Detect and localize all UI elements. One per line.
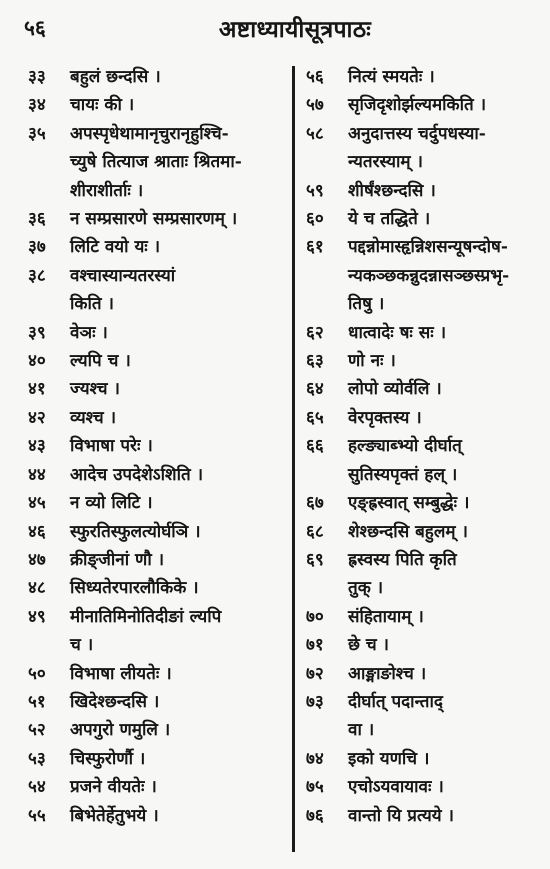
- sutra-line: न्यकञ्छकन्नुदन्नासञ्छस्प्रभृ-: [348, 265, 510, 286]
- sutra-number: ५३: [28, 748, 46, 769]
- sutra-number: ५७: [306, 95, 324, 116]
- sutra-entry: [28, 404, 290, 432]
- sutra-number: ५२: [28, 720, 46, 741]
- sutra-text: [70, 773, 157, 801]
- sutra-text: [348, 773, 444, 801]
- sutra-entry: [28, 518, 290, 546]
- sutra-line: बिभेतेर्हेतुभये ।: [70, 805, 159, 826]
- sutra-line: ल्यपि च ।: [70, 351, 131, 372]
- sutra-entry: [306, 773, 544, 801]
- sutra-line: लिटि वयो यः ।: [70, 237, 161, 258]
- sutra-line: आङ्माङोश्च ।: [348, 663, 427, 684]
- sutra-number: ७४: [306, 748, 324, 769]
- sutra-line: ये च तद्धिते ।: [348, 209, 431, 230]
- sutra-number: ३९: [28, 322, 46, 343]
- sutra-entry: [306, 177, 544, 205]
- sutra-number: ७३: [306, 691, 324, 712]
- sutra-text: [348, 802, 454, 830]
- sutra-line: किति ।: [70, 294, 114, 315]
- sutra-line: सृजिदृशोर्झल्यमकिति ।: [348, 95, 487, 116]
- sutra-entry: [28, 63, 290, 91]
- sutra-line: नित्यं स्मयतेः ।: [348, 67, 435, 87]
- sutra-number: ३७: [28, 237, 46, 258]
- sutra-text: [70, 375, 120, 403]
- sutra-number: ६८: [306, 521, 324, 542]
- sutra-line: सिध्यतेरपारलौकिके ।: [70, 578, 199, 599]
- sutra-text: [348, 546, 457, 603]
- sutra-number: ६१: [306, 237, 324, 258]
- page-title: अष्टाध्यायीसूत्रपाठः: [218, 16, 372, 43]
- sutra-number: ४५: [28, 493, 46, 514]
- sutra-line: एचोऽयवायावः ।: [348, 777, 444, 798]
- sutra-entry: [28, 375, 290, 403]
- sutra-text: [348, 347, 396, 375]
- sutra-line: स्फुरतिस्फुलत्योर्घञि ।: [70, 521, 201, 542]
- sutra-line: ज्यश्च ।: [70, 379, 120, 400]
- sutra-line: शेश्छन्दसि बहुलम् ।: [348, 521, 468, 542]
- sutra-number: ४९: [28, 606, 46, 627]
- sutra-number: ४६: [28, 521, 46, 542]
- sutra-number: ४८: [28, 578, 46, 599]
- sutra-text: [348, 432, 462, 489]
- sutra-number: ७२: [306, 663, 324, 684]
- sutra-text: [348, 518, 468, 546]
- sutra-entry: [28, 546, 290, 574]
- sutra-line: विभाषा लीयतेः ।: [70, 663, 172, 684]
- sutra-text: [70, 603, 221, 660]
- sutra-line: धात्वादेः षः सः ।: [348, 322, 447, 343]
- sutra-text: [348, 603, 424, 631]
- sutra-number: ५०: [28, 663, 46, 684]
- sutra-entry: [306, 347, 544, 375]
- sutra-entry: [306, 91, 544, 119]
- sutra-text: [348, 91, 486, 119]
- sutra-line: अनुदात्तस्य चर्दुपधस्या-: [348, 123, 486, 144]
- sutra-line: णो नः ।: [348, 351, 396, 372]
- sutra-line: न व्यो लिटि ।: [70, 493, 153, 514]
- sutra-text: [70, 518, 201, 546]
- sutra-number: ६४: [306, 379, 324, 400]
- sutra-line: इको यणचि ।: [348, 748, 430, 769]
- sutra-number: ६६: [306, 436, 324, 457]
- sutra-text: [348, 404, 422, 432]
- sutra-text: [348, 489, 469, 517]
- sutra-entry: [306, 120, 544, 177]
- sutra-number: ६३: [306, 351, 324, 372]
- sutra-line: अपगुरो णमुलि ।: [70, 720, 171, 741]
- sutra-entry: [306, 404, 544, 432]
- sutra-entry: [306, 63, 544, 91]
- sutra-number: ३४: [28, 95, 46, 116]
- sutra-text: [70, 489, 153, 517]
- sutra-text: [348, 120, 486, 177]
- sutra-entry: [28, 574, 290, 602]
- sutra-entry: [306, 631, 544, 659]
- sutra-entry: [306, 688, 544, 745]
- sutra-entry: [306, 660, 544, 688]
- sutra-line: शीराशीर्ताः ।: [70, 180, 144, 201]
- sutra-number: ४३: [28, 436, 46, 457]
- sutra-entry: [306, 489, 544, 517]
- sutra-text: [70, 546, 164, 574]
- sutra-entry: [28, 319, 290, 347]
- sutra-entry: [306, 603, 544, 631]
- sutra-text: [70, 63, 161, 91]
- sutra-entry: [28, 802, 290, 830]
- sutra-line: दीर्घात् पदान्ताद्: [348, 691, 443, 712]
- sutra-entry: [28, 432, 290, 460]
- sutra-number: ५६: [306, 67, 324, 87]
- sutra-entry: [306, 375, 544, 403]
- sutra-number: ६२: [306, 322, 324, 343]
- sutra-line: प्रजने वीयतेः ।: [70, 777, 157, 798]
- sutra-entry: [28, 91, 290, 119]
- sutra-line: वान्तो यि प्रत्यये ।: [348, 805, 454, 826]
- sutra-line: वश्चास्यान्यतरस्यां: [70, 265, 176, 286]
- sutra-entry: [28, 660, 290, 688]
- sutra-number: ५१: [28, 691, 46, 712]
- sutra-entry: [28, 603, 290, 660]
- sutra-entry: [28, 347, 290, 375]
- sutra-text: [348, 375, 442, 403]
- sutra-number: ४२: [28, 407, 46, 428]
- sutra-text: [70, 205, 237, 233]
- sutra-entry: [28, 205, 290, 233]
- sutra-number: ६९: [306, 549, 324, 570]
- sutra-line: लोपो व्योर्वलि ।: [348, 379, 442, 400]
- sutra-text: [70, 688, 159, 716]
- sutra-line: च्युषे तित्याज श्राताः श्रितमा-: [70, 152, 242, 173]
- sutra-entry: [306, 546, 544, 603]
- sutra-line: व्यश्च ।: [70, 407, 117, 428]
- sutra-number: ५८: [306, 123, 324, 144]
- sutra-line: एङ्ह्रस्वात् सम्बुद्धेः ।: [348, 493, 470, 514]
- sutra-text: [70, 574, 199, 602]
- sutra-number: ५९: [306, 180, 324, 201]
- sutra-text: [70, 233, 160, 261]
- sutra-line: ह्रस्वस्य पिति कृति: [348, 549, 457, 570]
- sutra-number: ६५: [306, 407, 324, 428]
- sutra-line: अपस्पृधेथामानृचुरानृहुश्चि-: [70, 123, 229, 144]
- sutra-number: ३८: [28, 265, 46, 286]
- sutra-line: हल्ङ्याब्भ्यो दीर्घात्: [348, 436, 462, 457]
- sutra-line: क्रीङ्जीनां णौ ।: [70, 549, 165, 570]
- sutra-line: आदेच उपदेशेऽशिति ।: [70, 464, 204, 485]
- sutra-number: ७६: [306, 805, 324, 826]
- sutra-number: ३३: [28, 67, 46, 87]
- sutra-text: [348, 319, 446, 347]
- sutra-line: पद्दन्नोमास्हृन्निशसन्यूषन्दोष-: [348, 237, 508, 258]
- sutra-line: तुक् ।: [348, 578, 384, 599]
- sutra-entry: [306, 432, 544, 489]
- sutra-text: [348, 205, 430, 233]
- sutra-entry: [28, 745, 290, 773]
- sutra-line: चायः की ।: [70, 95, 135, 116]
- sutra-text: [348, 660, 426, 688]
- sutra-text: [348, 63, 435, 91]
- sutra-text: [348, 631, 389, 659]
- sutra-text: [348, 688, 443, 745]
- sutra-line: संहितायाम् ।: [348, 606, 424, 627]
- sutra-number: ४७: [28, 549, 46, 570]
- sutra-text: [70, 347, 131, 375]
- sutra-text: [70, 404, 116, 432]
- sutra-text: [348, 233, 509, 318]
- sutra-line: तिषु ।: [348, 294, 385, 315]
- sutra-line: खिदेश्छन्दसि ।: [70, 691, 160, 712]
- sutra-line: वा ।: [348, 720, 375, 741]
- sutra-entry: [306, 518, 544, 546]
- sutra-line: मीनातिमिनोतिदीङां ल्यपि: [70, 606, 222, 627]
- sutra-text: [70, 802, 159, 830]
- sutra-entry: [306, 205, 544, 233]
- sutra-text: [70, 432, 153, 460]
- sutra-number: ७०: [306, 606, 324, 627]
- sutra-number: ७५: [306, 777, 324, 798]
- page-number: ५६: [24, 15, 46, 40]
- sutra-entry: [28, 233, 290, 261]
- sutra-number: ६७: [306, 493, 324, 514]
- sutra-entry: [306, 802, 544, 830]
- sutra-column-right: [306, 63, 544, 830]
- sutra-text: [70, 91, 134, 119]
- sutra-entry: [28, 773, 290, 801]
- sutra-number: ६०: [306, 209, 324, 230]
- sutra-entry: [28, 688, 290, 716]
- sutra-entry: [28, 716, 290, 744]
- sutra-line: वेरपृक्तस्य ।: [348, 407, 422, 428]
- sutra-text: [348, 745, 429, 773]
- column-divider: [292, 66, 295, 852]
- sutra-number: ३६: [28, 209, 46, 230]
- sutra-line: च ।: [70, 635, 94, 656]
- sutra-number: ५५: [28, 805, 46, 826]
- sutra-number: ३५: [28, 123, 46, 144]
- sutra-line: छे च ।: [348, 635, 389, 656]
- sutra-line: शीर्षंश्छन्दसि ।: [348, 180, 436, 201]
- sutra-line: विभाषा परेः ।: [70, 436, 153, 457]
- sutra-number: ५४: [28, 777, 46, 798]
- sutra-text: [70, 716, 170, 744]
- sutra-line: सुतिस्यपृक्तं हल् ।: [348, 464, 458, 485]
- sutra-text: [70, 120, 242, 205]
- sutra-text: [70, 745, 145, 773]
- sutra-entry: [28, 120, 290, 205]
- sutra-entry: [28, 262, 290, 319]
- sutra-line: चिस्फुरोर्णौ ।: [70, 748, 146, 769]
- sutra-text: [70, 262, 175, 319]
- sutra-entry: [306, 233, 544, 318]
- sutra-line: वेञः ।: [70, 322, 108, 343]
- sutra-line: न्यतरस्याम् ।: [348, 152, 423, 173]
- sutra-column-left: [28, 63, 290, 830]
- sutra-entry: [306, 745, 544, 773]
- sutra-text: [70, 461, 203, 489]
- sutra-line: बहुलं छन्दसि ।: [70, 67, 161, 87]
- sutra-number: ७१: [306, 635, 324, 656]
- sutra-line: न सम्प्रसारणे सम्प्रसारणम् ।: [70, 209, 238, 230]
- sutra-text: [348, 177, 436, 205]
- sutra-entry: [28, 461, 290, 489]
- sutra-entry: [306, 319, 544, 347]
- sutra-entry: [28, 489, 290, 517]
- sutra-number: ४४: [28, 464, 46, 485]
- sutra-text: [70, 319, 108, 347]
- sutra-number: ४१: [28, 379, 46, 400]
- sutra-number: ४०: [28, 351, 46, 372]
- sutra-text: [70, 660, 172, 688]
